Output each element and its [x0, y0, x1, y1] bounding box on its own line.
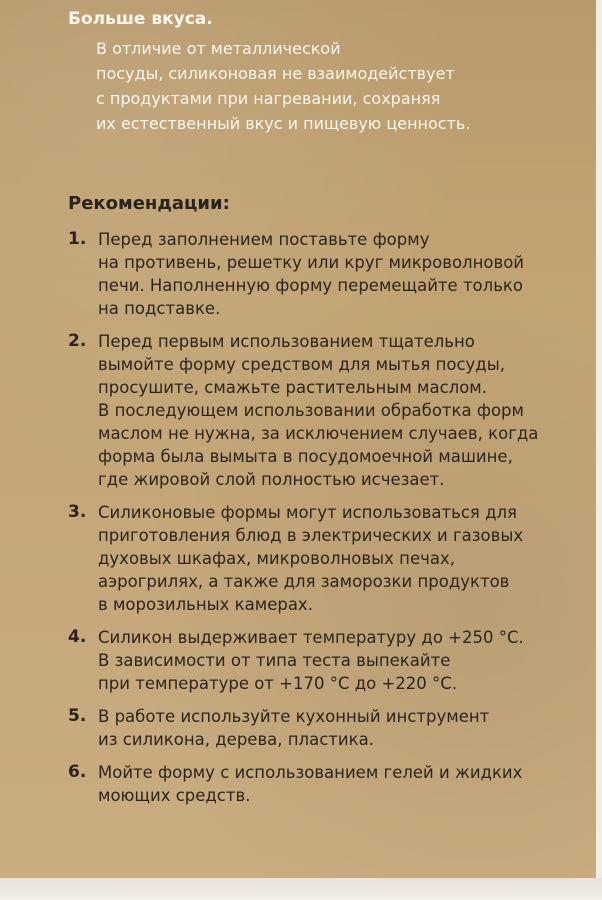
- item-text: В работе используйте кухонный инструмент из силикона, дерева, пластика.: [98, 707, 490, 749]
- recommendation-item: [68, 330, 568, 491]
- box-bottom-edge: [0, 878, 602, 900]
- box-right-edge: [596, 0, 602, 900]
- recommendations-title: Рекомендации:: [68, 193, 230, 214]
- intro-text: В отличие от металлической посуды, силиконовая не взаимодействует с продуктами при нагревании, сохраняя их естественный вкус и пищевую ценность.: [96, 39, 471, 133]
- recommendation-item: [68, 228, 568, 320]
- recommendations-section: [68, 192, 568, 817]
- item-text: Перед заполнением поставьте форму на противень, решетку или круг микроволновой печи. Наполненную форму перемещайте только на подставке.: [98, 230, 525, 318]
- intro-title: Больше вкуса.: [68, 9, 213, 29]
- recommendation-item: [68, 626, 568, 695]
- item-text: Мойте форму с использованием гелей и жидких моющих средств.: [98, 763, 523, 805]
- recommendation-item: [68, 761, 568, 807]
- item-number: 6.: [68, 762, 87, 782]
- item-number: 5.: [68, 706, 87, 726]
- item-number: 3.: [68, 502, 87, 522]
- recommendation-item: [68, 705, 568, 751]
- item-number: 2.: [68, 331, 87, 351]
- item-number: 4.: [68, 627, 87, 647]
- recommendation-item: [68, 501, 568, 616]
- item-text: Силиконовые формы могут использоваться для приготовления блюд в электрических и газовых духовых шкафах, микроволновых печах, аэрогрилях, а также для заморозки продуктов в морозильных камерах.: [98, 503, 524, 614]
- item-text: Перед первым использованием тщательно вымойте форму средством для мытья посуды, просушите, смажьте растительным маслом. В последующем использовании обработка форм маслом не нужна, за исключением случаев, когда форма была вымыта в посудомоечной машине, где жировой слой полностью исчезает.: [98, 332, 539, 489]
- item-number: 1.: [68, 229, 87, 249]
- item-text: Силикон выдерживает температуру до +250 °C. В зависимости от типа теста выпекайте при температуре от +170 °C до +220 °C.: [98, 628, 524, 693]
- intro-block: [68, 8, 588, 136]
